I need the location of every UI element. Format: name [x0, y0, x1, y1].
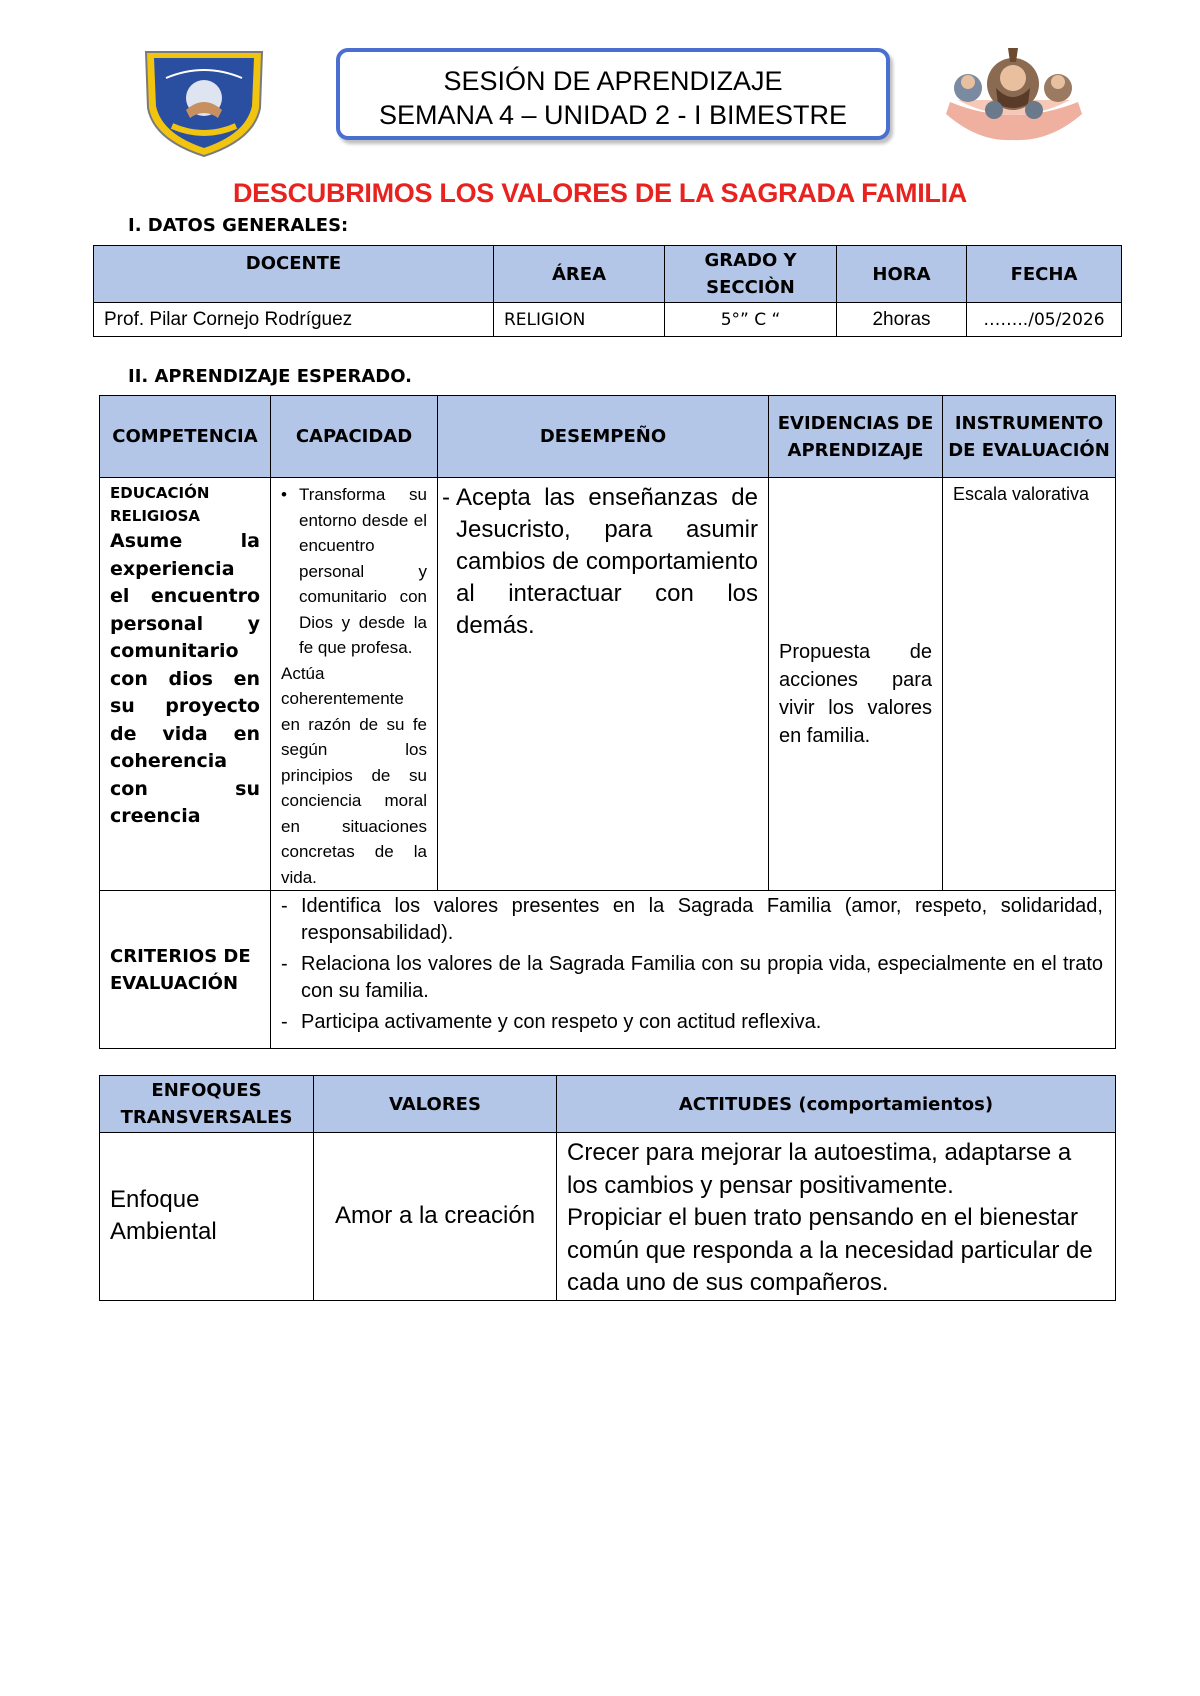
dash-icon: - — [281, 1011, 288, 1033]
holy-family-image — [938, 44, 1088, 144]
header-area: ÁREA — [494, 246, 665, 303]
aprendizaje-esperado-table — [99, 395, 1116, 1049]
school-crest-icon — [142, 48, 266, 158]
criterio-text: Relaciona los valores de la Sagrada Familia con su propia vida, especialmente en el trato con su familia. — [301, 953, 1103, 1002]
competencia-area: EDUCACIÓN RELIGIOSA — [110, 484, 210, 525]
dash-icon: - — [442, 484, 450, 511]
dash-icon: - — [281, 895, 288, 917]
header-grado-seccion: GRADO Y SECCIÒN — [665, 246, 837, 303]
criterio-item — [281, 951, 1103, 1005]
actitud-text: Propiciar el buen trato pensando en el bienestar común que responda a la necesidad particular de cada uno de sus compañeros. — [567, 1204, 1093, 1296]
session-subtitle: SEMANA 4 – UNIDAD 2 - I BIMESTRE — [378, 100, 848, 130]
header-valores: VALORES — [314, 1076, 557, 1133]
capacidad-cell — [271, 478, 438, 891]
instrumento-cell — [943, 478, 1116, 891]
header-actitudes: ACTITUDES (comportamientos) — [557, 1076, 1116, 1133]
desempeno-cell — [438, 478, 769, 891]
header-docente: DOCENTE — [94, 246, 494, 303]
datos-generales-table — [93, 245, 1122, 337]
section-aprendizaje-title: II. APRENDIZAJE ESPERADO. — [128, 366, 412, 387]
bullet-icon: • — [281, 485, 287, 504]
capacidad-text: Actúa coherentemente en razón de su fe según los principios de su conciencia moral en situaciones concretas de la vida. — [281, 663, 427, 887]
header-evidencias: EVIDENCIAS DE APRENDIZAJE — [769, 396, 943, 478]
lesson-title: DESCUBRIMOS LOS VALORES DE LA SAGRADA FAMILIA — [232, 178, 968, 208]
dash-icon: - — [281, 953, 288, 975]
actitudes-cell — [557, 1133, 1116, 1301]
header-capacidad: CAPACIDAD — [271, 396, 438, 478]
header-desempeno: DESEMPEÑO — [438, 396, 769, 478]
header-enfoques: ENFOQUES TRANSVERSALES — [100, 1076, 314, 1133]
criterios-label: CRITERIOS DE EVALUACIÓN — [100, 891, 271, 1049]
actitud-text: Crecer para mejorar la autoestima, adaptarse a los cambios y pensar positivamente. — [567, 1139, 1072, 1199]
value-area: RELIGION — [494, 303, 665, 337]
criterios-list — [271, 891, 1116, 1049]
desempeno-text: Acepta las enseñanzas de Jesucristo, para asumir cambios de comportamiento al interactuar con los demás. — [456, 484, 758, 639]
session-title: SESIÓN DE APRENDIZAJE — [443, 66, 783, 96]
value-grado-seccion: 5°” C “ — [665, 303, 837, 337]
header-competencia: COMPETENCIA — [100, 396, 271, 478]
competencia-cell — [100, 478, 271, 891]
header-instrumento: INSTRUMENTO DE EVALUACIÓN — [943, 396, 1116, 478]
enfoques-table — [99, 1075, 1116, 1301]
evidencias-text: Propuesta de acciones para vivir los valores en familia. — [779, 641, 932, 747]
header-hora: HORA — [837, 246, 967, 303]
competencia-text: Asume la experiencia el encuentro personal y comunitario con dios en su proyecto de vida en coherencia con su creencia — [110, 530, 260, 827]
section-datos-generales-title: I. DATOS GENERALES: — [128, 215, 349, 236]
criterio-text: Identifica los valores presentes en la Sagrada Familia (amor, respeto, solidaridad, responsabilidad). — [301, 895, 1103, 944]
instrumento-text: Escala valorativa — [953, 484, 1090, 504]
value-docente: Prof. Pilar Cornejo Rodríguez — [94, 303, 494, 337]
session-header-box — [336, 48, 890, 140]
valor-cell: Amor a la creación — [314, 1133, 557, 1301]
evidencias-cell — [769, 478, 943, 891]
header-fecha: FECHA — [967, 246, 1122, 303]
criterio-item — [281, 1009, 1103, 1036]
value-hora: 2horas — [837, 303, 967, 337]
value-fecha: ……../05/2026 — [967, 303, 1122, 337]
criterio-text: Participa activamente y con respeto y con actitud reflexiva. — [301, 1011, 822, 1033]
capacidad-bullet-text: Transforma su entorno desde el encuentro personal y comunitario con Dios y desde la fe que profesa. — [299, 485, 427, 657]
enfoque-cell: Enfoque Ambiental — [100, 1133, 314, 1301]
criterio-item — [281, 893, 1103, 947]
